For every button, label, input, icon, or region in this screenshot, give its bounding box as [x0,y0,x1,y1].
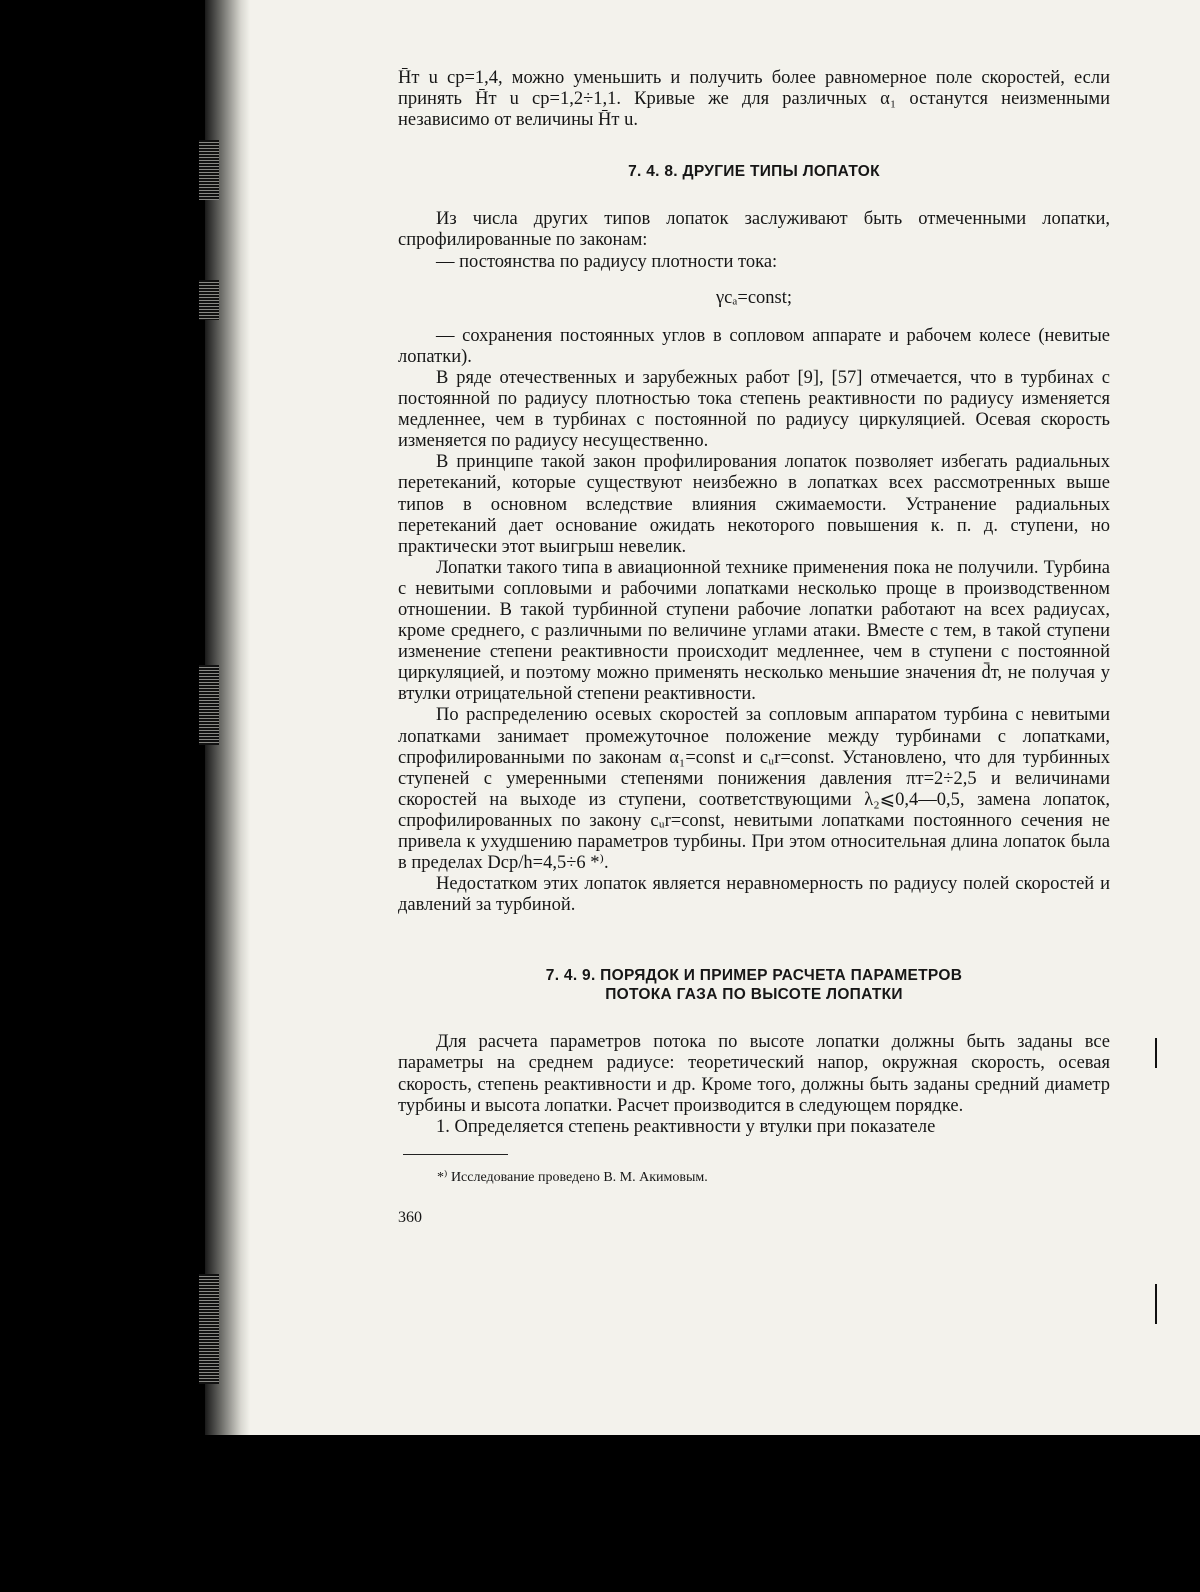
paragraph: Недостатком этих лопаток является неравномерность по радиусу полей скоростей и давлений за турбиной. [398,874,1110,916]
footnote-divider [403,1154,508,1155]
margin-mark [1155,1284,1157,1324]
section-intro: Из числа других типов лопаток заслуживают быть отмеченными лопатки, спрофилированные по законам: [398,209,1110,251]
binding-mark [199,665,219,745]
scan-border-bottom [205,1435,1200,1592]
binding-mark [199,140,219,200]
binding-mark [199,280,219,320]
section-heading-7-4-8: 7. 4. 8. ДРУГИЕ ТИПЫ ЛОПАТОК [628,163,880,181]
heading-line-2: ПОТОКА ГАЗА ПО ВЫСОТЕ ЛОПАТКИ [605,986,903,1004]
formula: γcₐ=const; [715,287,793,308]
margin-mark [1155,1038,1157,1068]
paragraph: Лопатки такого типа в авиационной технике применения пока не получили. Турбина с невитыми сопловыми и рабочими лопатками несколько проще в производственном отношении. В такой турбинной ступени рабочие лопатки работают на всех радиусах, кроме среднего, с различными по величине углами атаки. Вместе с тем, в такой ступени изменение степени реактивности происходит медленнее, чем в ступени с постоянной циркуляцией, и поэтому можно применять несколько меньшие значения d̄т, не получая у втулки отрицательной степени реактивности. [398,557,1110,705]
paragraph: В принципе такой закон профилирования лопаток позволяет избегать радиальных перетеканий, которые существуют неизбежно в лопатках всех рассмотренных выше типов в основном вследствие влияния сжимаемости. Устранение радиальных перетеканий дает основание ожидать некоторого повышения к. п. д. ступени, но практически этот выигрыш невелик. [398,452,1110,557]
section-heading-7-4-9 [398,966,1110,1004]
list-item-1: — постоянства по радиусу плотности тока: [436,251,778,272]
paragraph: В ряде отечественных и зарубежных работ [9], [57] отмечается, что в турбинах с постоянной по радиусу плотностью тока степень реактивности по радиусу изменяется медленнее, чем в турбинах с постоянной по радиусу циркуляцией. Осевая скорость изменяется по радиусу несущественно. [398,367,1110,452]
page-number: 360 [398,1208,422,1226]
page-text-block [398,68,1110,1228]
paragraph: 1. Определяется степень реактивности у втулки при показателе [436,1116,936,1137]
paragraph: Для расчета параметров потока по высоте лопатки должны быть заданы все параметры на среднем радиусе: теоретический напор, окружная скорость, осевая скорость, степень реактивности и др. Кроме того, должны быть заданы средний диаметр турбины и высота лопатки. Расчет производится в следующем порядке. [398,1032,1110,1116]
binding-mark [199,1274,219,1384]
paragraph: По распределению осевых скоростей за сопловым аппаратом турбина с невитыми лопатками занимает промежуточное положение между турбинами с лопатками, спрофилированными по законам α₁=const и cᵤr=const. Установлено, что для турбинных ступеней с умеренными степенями понижения давления πт=2÷2,5 и величинами скоростей на выходе из ступени, соответствующими λ₂⩽0,4—0,5, замена лопаток, спрофилированных по закону cᵤr=const, невитыми лопатками постоянного сечения не привела к ухудшению параметров турбины. При этом относительная длина лопаток была в пределах Dср/h=4,5÷6 *⁾. [398,705,1110,874]
scanned-book-page [205,0,1200,1592]
list-item-2: — сохранения постоянных углов в сопловом аппарате и рабочем колесе (невитые лопатки). [398,325,1110,367]
heading-line-1: 7. 4. 9. ПОРЯДОК И ПРИМЕР РАСЧЕТА ПАРАМЕТРОВ [545,967,963,985]
footnote: *⁾ Исследование проведено В. М. Акимовым. [437,1169,708,1185]
paragraph-continuation: H̄т u ср=1,4, можно уменьшить и получить более равномерное поле скоростей, если принять H̄т u ср=1,2÷1,1. Кривые же для различных α₁ останутся неизменными независимо от величины H̄т u. [398,68,1110,131]
